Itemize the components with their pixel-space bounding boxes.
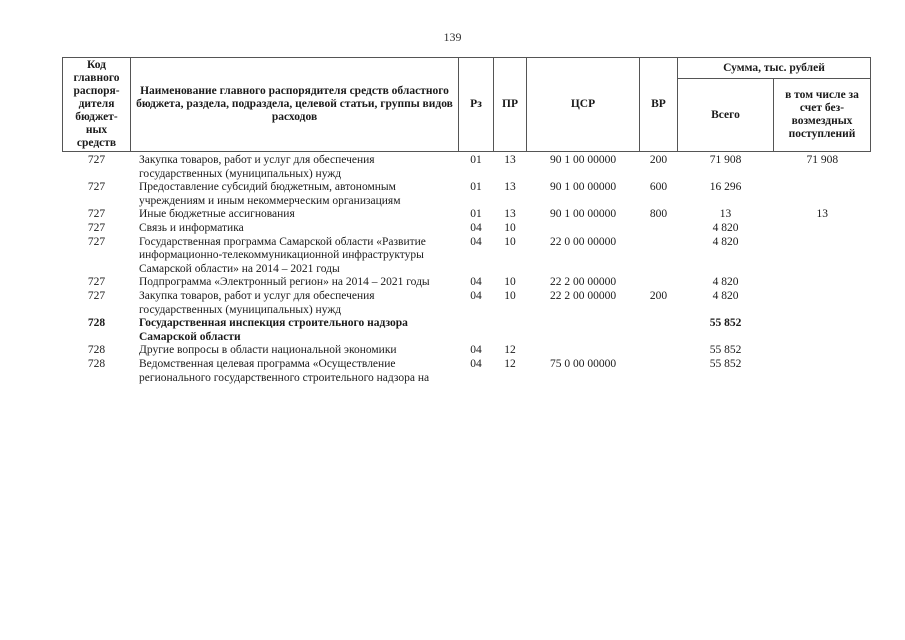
header-vr: ВР	[640, 58, 678, 152]
cell-rz: 04	[470, 276, 482, 289]
table-row	[63, 344, 871, 358]
cell-rz: 01	[470, 208, 482, 221]
cell-grants: 71 908	[806, 154, 839, 166]
cell-pr: 12	[504, 344, 516, 357]
cell-csr: 22 2 00 00000	[549, 276, 617, 289]
cell-vr	[640, 222, 678, 236]
cell-code: 728	[87, 357, 106, 370]
header-total: Всего	[678, 79, 774, 152]
cell-grants: 13	[816, 208, 828, 221]
table-row	[63, 290, 871, 317]
cell-vr: 800	[649, 208, 668, 221]
table-row	[63, 152, 871, 182]
cell-total: 16 296	[709, 181, 742, 194]
cell-rz: 01	[470, 181, 482, 194]
cell-total: 4 820	[712, 221, 739, 234]
header-name: Наименование главного распорядителя средств областного бюджета, раздела, подраздела, целевой статьи, группы видов расходов	[131, 58, 459, 152]
cell-name: Другие вопросы в области национальной экономики	[139, 344, 397, 357]
cell-total: 4 820	[712, 289, 739, 302]
cell-code: 727	[87, 235, 106, 248]
table-row	[63, 208, 871, 222]
header-sum-group: Сумма, тыс. рублей	[678, 58, 871, 79]
cell-grants	[774, 276, 871, 290]
cell-name: Ведомственная целевая программа «Осуществление регионального государственного строительного надзора на	[139, 357, 430, 384]
cell-csr	[527, 344, 640, 358]
budget-table	[62, 57, 871, 385]
cell-rz: 04	[470, 289, 482, 302]
table-row	[63, 358, 871, 385]
cell-code: 727	[87, 181, 106, 194]
table-row	[63, 317, 871, 344]
cell-name: Связь и информатика	[139, 221, 244, 234]
cell-pr: 12	[504, 357, 516, 370]
cell-code: 727	[87, 154, 106, 166]
cell-code: 727	[87, 221, 106, 234]
cell-vr	[640, 358, 678, 385]
cell-grants	[774, 236, 871, 277]
cell-name: Государственная инспекция строительного надзора Самарской области	[139, 317, 408, 343]
cell-vr: 200	[649, 289, 668, 302]
cell-total: 55 852	[709, 357, 742, 370]
cell-rz: 04	[470, 221, 482, 234]
table-row	[63, 181, 871, 208]
cell-grants	[774, 317, 871, 344]
cell-pr: 10	[504, 221, 516, 234]
cell-name: Государственная программа Самарской области «Развитие информационно-телекоммуникационной инфраструктуры Самарской области» на 2014 – 2021 годы	[139, 235, 426, 275]
page-number: 139	[443, 30, 462, 44]
cell-csr: 90 1 00 00000	[549, 181, 617, 194]
cell-vr	[640, 236, 678, 277]
cell-pr: 10	[504, 289, 516, 302]
cell-csr: 90 1 00 00000	[549, 208, 617, 221]
cell-vr: 600	[649, 181, 668, 194]
table-body	[63, 152, 871, 386]
cell-pr: 10	[504, 276, 516, 289]
cell-code: 727	[87, 289, 106, 302]
cell-vr	[640, 344, 678, 358]
cell-name: Закупка товаров, работ и услуг для обеспечения государственных (муниципальных) нужд	[139, 154, 375, 180]
cell-vr: 200	[649, 154, 668, 166]
cell-vr	[640, 276, 678, 290]
cell-csr: 22 0 00 00000	[549, 235, 617, 248]
header-csr: ЦСР	[527, 58, 640, 152]
cell-pr: 13	[504, 208, 516, 221]
cell-name: Подпрограмма «Электронный регион» на 2014 – 2021 годы	[139, 276, 430, 289]
cell-rz: 04	[470, 344, 482, 357]
header-grants: в том числе за счет без-возмездных поступлений	[774, 79, 871, 152]
cell-rz: 04	[470, 357, 482, 370]
cell-code: 727	[87, 208, 106, 221]
cell-csr: 90 1 00 00000	[549, 154, 617, 166]
cell-pr	[494, 317, 527, 344]
cell-name: Иные бюджетные ассигнования	[139, 208, 295, 221]
table-row	[63, 236, 871, 277]
cell-total: 4 820	[712, 276, 739, 289]
cell-total: 55 852	[709, 344, 742, 357]
cell-grants	[774, 344, 871, 358]
cell-grants	[774, 222, 871, 236]
header-pr: ПР	[494, 58, 527, 152]
cell-total: 13	[719, 208, 732, 221]
cell-csr	[527, 222, 640, 236]
cell-rz: 04	[470, 235, 482, 248]
cell-total: 55 852	[709, 317, 742, 330]
table-header	[63, 58, 871, 152]
cell-pr: 13	[504, 154, 516, 166]
cell-pr: 10	[504, 235, 516, 248]
cell-vr	[640, 317, 678, 344]
cell-code: 728	[87, 344, 106, 357]
cell-code: 727	[87, 276, 106, 289]
cell-total: 4 820	[712, 235, 739, 248]
cell-csr: 75 0 00 00000	[549, 357, 617, 370]
cell-rz	[459, 317, 494, 344]
table-row	[63, 276, 871, 290]
cell-grants	[774, 358, 871, 385]
cell-name: Предоставление субсидий бюджетным, автономным учреждениям и иным некоммерческим организациям	[139, 181, 401, 207]
header-rz: Рз	[459, 58, 494, 152]
cell-total: 71 908	[709, 154, 742, 166]
table-row	[63, 222, 871, 236]
cell-csr: 22 2 00 00000	[549, 289, 617, 302]
header-code: Код главного распоря-дителя бюджет-ных средств	[63, 58, 131, 152]
cell-code: 728	[87, 317, 106, 330]
cell-grants	[774, 290, 871, 317]
cell-name: Закупка товаров, работ и услуг для обеспечения государственных (муниципальных) нужд	[139, 289, 375, 316]
cell-grants	[774, 181, 871, 208]
cell-pr: 13	[504, 181, 516, 194]
cell-rz: 01	[470, 154, 482, 166]
cell-csr	[527, 317, 640, 344]
